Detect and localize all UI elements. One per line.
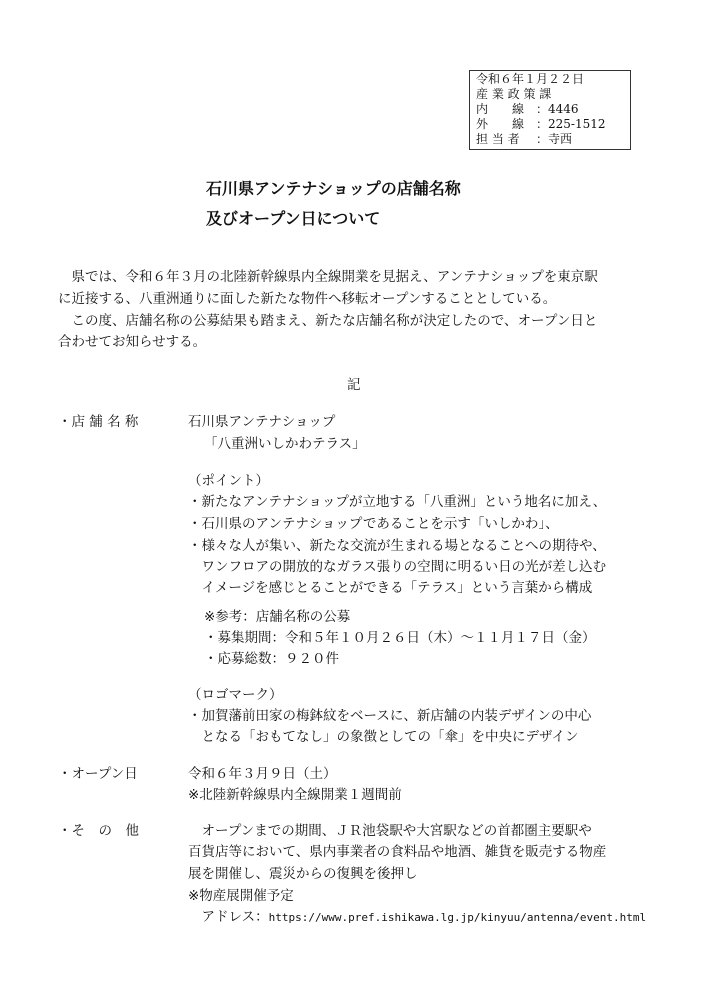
info-person-in-charge: 担 当 者 ：寺西 — [476, 132, 573, 146]
event-address — [188, 905, 646, 925]
contact-info-box — [469, 70, 631, 150]
other-label: ・そ の 他 — [58, 823, 139, 839]
open-day-note: ※北陸新幹線県内全線開業１週間前 — [188, 787, 402, 803]
reference-heading: ※参考：店舗名称の公募 — [204, 609, 351, 625]
point-line-2: ・石川県のアンテナショップであることを示す「いしかわ」、 — [188, 516, 559, 532]
intro-line-3: この度、店舗名称の公募結果も踏まえ、新たな店舗名称が決定したので、オープン日と — [58, 313, 598, 329]
intro-line-2: に近接する、八重洲通りに面した新たな物件へ移転オープンすることとしている。 — [58, 291, 557, 307]
address-label: アドレス： — [188, 909, 269, 925]
event-address-link[interactable]: https://www.pref.ishikawa.lg.jp/kinyuu/antenna/event.html — [268, 911, 647, 924]
info-extension: 内 線 ：4446 — [476, 102, 579, 116]
store-name-line-1: 石川県アンテナショップ — [188, 414, 336, 430]
reference-line-1: ・募集期間：令和５年１０月２６日（木）～１１月１７日（金） — [204, 630, 596, 646]
info-department: 産 業 政 策 課 — [476, 87, 552, 101]
store-name-line-2: 「八重洲いしかわテラス」 — [204, 436, 366, 452]
intro-line-1: 県では、令和６年３月の北陸新幹線県内全線開業を見据え、アンテナショップを東京駅 — [58, 269, 598, 285]
info-external-line: 外 線 ：225-1512 — [476, 117, 606, 131]
other-line-3: 展を開催し、震災からの復興を後押し — [188, 866, 418, 882]
point-line-5: イメージを感じとることができる「テラス」という言葉から構成 — [188, 580, 593, 596]
logo-mark-heading: （ロゴマーク） — [188, 687, 283, 703]
other-line-4: ※物産展開催予定 — [188, 888, 294, 904]
store-name-label: ・店 舗 名 称 — [58, 414, 139, 430]
intro-line-4: 合わせてお知らせする。 — [58, 334, 207, 350]
reference-line-2: ・応募総数：９２０件 — [204, 651, 339, 667]
logo-mark-line-1: ・加賀藩前田家の梅鉢紋をベースに、新店舗の内装デザインの中心 — [188, 708, 592, 724]
ki-heading: 記 — [347, 377, 361, 393]
other-line-2: 百貨店等において、県内事業者の食料品や地酒、雑貨を販売する物産 — [188, 844, 607, 860]
point-heading: （ポイント） — [188, 473, 269, 489]
title-line-2: 及びオープン日について — [206, 209, 381, 228]
other-line-1: オープンまでの期間、ＪＲ池袋駅や大宮駅などの首都圏主要駅や — [188, 823, 592, 839]
open-day-date: 令和６年３月９日（土） — [188, 766, 337, 782]
point-line-1: ・新たなアンテナショップが立地する「八重洲」という地名に加え、 — [188, 494, 607, 510]
title-line-1: 石川県アンテナショップの店舗名称 — [206, 179, 461, 198]
point-line-4: ワンフロアの開放的なガラス張りの空間に明るい日の光が差し込む — [188, 559, 607, 575]
open-day-label: ・オープン日 — [58, 766, 138, 782]
point-line-3: ・様々な人が集い、新たな交流が生まれる場となることへの期待や、 — [188, 538, 606, 554]
logo-mark-line-2: となる「おもてなし」の象徴としての「傘」を中央にデザイン — [188, 729, 579, 745]
info-date: 令和６年１月２２日 — [476, 72, 585, 86]
